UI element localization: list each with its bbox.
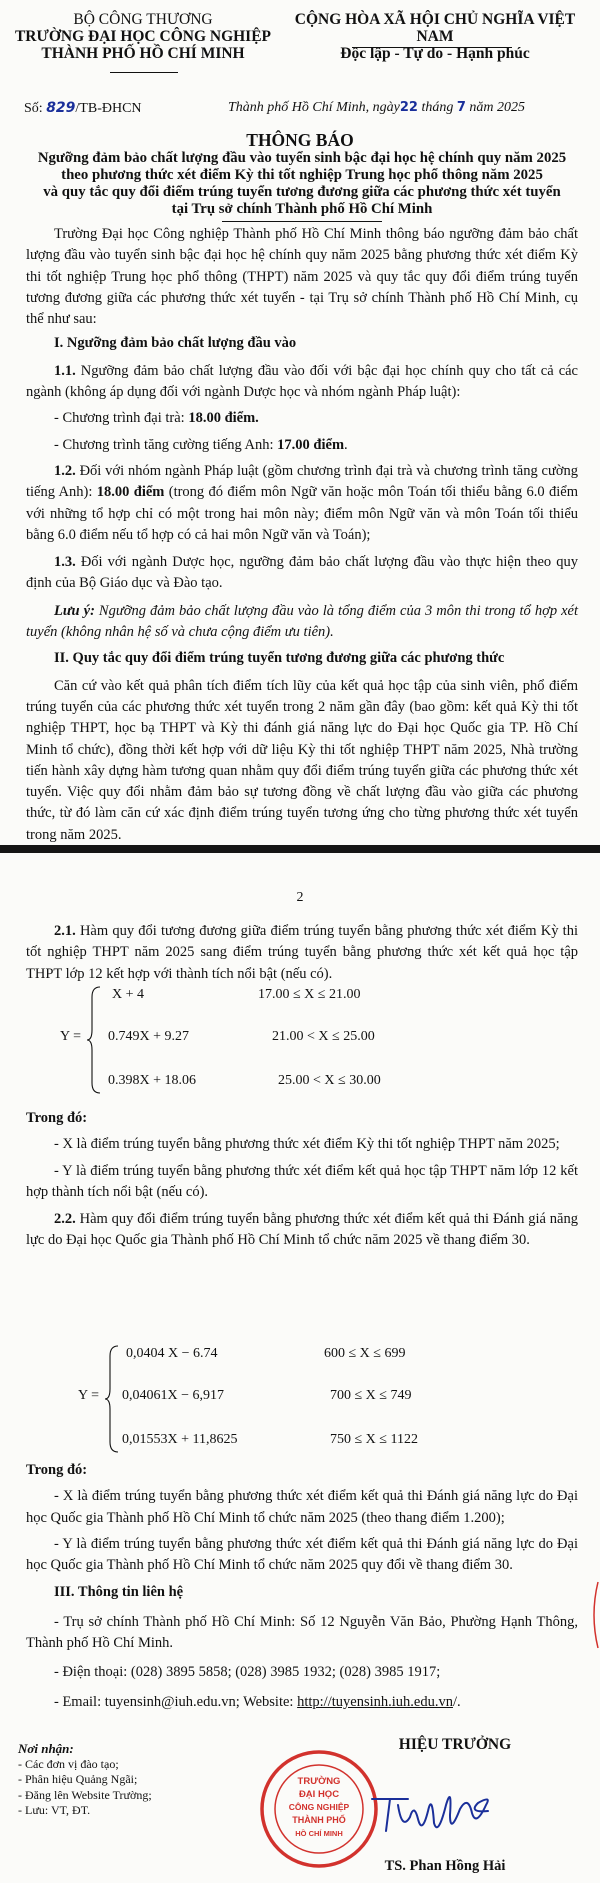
- document-date: [228, 100, 525, 116]
- clause-text: Ngưỡng đảm bảo chất lượng đầu vào đối với bậc đại học chính quy cho tất cả các ngành (không áp dụng đối với ngành Dược học và nhóm ngành Pháp luật):: [26, 362, 578, 401]
- email-end: /.: [452, 1693, 461, 1710]
- page-separator: [0, 845, 600, 853]
- contact-address: - Trụ sở chính Thành phố Hồ Chí Minh: Số 12 Nguyễn Văn Bảo, Phường Hạnh Thông, Thành phố Hồ Chí Minh.: [26, 1613, 578, 1652]
- university-name-line1: TRƯỜNG ĐẠI HỌC CÔNG NGHIỆP: [14, 28, 272, 45]
- national-block: [276, 11, 594, 62]
- stamp-line: TRƯỜNG: [297, 1776, 341, 1787]
- clause-number: 2.2.: [54, 1211, 76, 1228]
- bullet-end: .: [344, 436, 348, 453]
- recipient-item: - Các đơn vị đào tạo;: [18, 1756, 119, 1771]
- stamp-line: CÔNG NGHIỆP: [288, 1802, 350, 1812]
- document-title: THÔNG BÁO: [246, 130, 354, 150]
- clause-text: Đối với ngành Dược học, ngưỡng đảm bảo chất lượng đầu vào thực hiện theo quy định của Bộ Giáo dục và Đào tạo.: [26, 554, 578, 592]
- clause-2-1: [26, 921, 578, 985]
- formula-expr: 0.398X + 18.06: [108, 1073, 197, 1088]
- subtitle-line: Ngưỡng đảm bảo chất lượng đầu vào tuyển sinh bậc đại học hệ chính quy năm 2025: [37, 150, 567, 166]
- national-motto: Độc lập - Tự do - Hạnh phúc: [340, 45, 530, 62]
- formula-expr: X + 4: [112, 987, 145, 1002]
- note-paragraph: [26, 601, 578, 644]
- handwritten-signature: [368, 1765, 498, 1845]
- where-label: Trong đó:: [26, 1110, 88, 1126]
- document-subtitle: [22, 150, 582, 218]
- formula-2-2: [78, 1344, 558, 1454]
- issuer-underline: [110, 72, 178, 73]
- intro-paragraph: Trường Đại học Công nghiệp Thành phố Hồ Chí Minh thông báo ngưỡng đảm bảo chất lượng đầu vào tuyển sinh bậc đại học hệ chính quy năm 2025 bằng phương thức xét điểm Kỳ thi tốt nghiệp Trung học phổ thông (THPT) năm 2025 và quy tắc quy đổi điểm trúng tuyển tương đương giữa các phương thức xét tuyển - tại Trụ sở chính Thành phố Hồ Chí Minh, cụ thể như sau:: [26, 226, 578, 328]
- clause-number: 1.2.: [54, 462, 76, 479]
- where-x-definition: - X là điểm trúng tuyển bằng phương thức xét điểm kết quả thi Đánh giá năng lực do Đại học Quốc gia Thành phố Hồ Chí Minh tổ chức năm 2025 (theo thang điểm 1.200);: [26, 1488, 578, 1526]
- stamp-line: HỒ CHÍ MINH: [295, 1829, 343, 1838]
- section-2-paragraph: Căn cứ vào kết quả phân tích điểm tích lũy của kết quả học tập của sinh viên, phổ điểm trúng tuyển của các phương thức xét tuyển trong 2 năm gần đây (bao gồm: kết quả Kỳ thi tốt nghiệp THPT, học bạ THPT và Kỳ thi đánh giá năng lực do Đại học Quốc gia TP. Hồ Chí Minh tổ chức), đồng thời kết hợp với dữ liệu Kỳ thi tốt nghiệp THPT năm 2025, Nhà trường tiến hành xây dựng hàm tương quan nhằm quy đổi điểm trúng tuyển giữa các phương thức xét tuyển. Việc quy đổi nhằm đảm bảo sự tương đồng về chất lượng đầu vào giữa các phương thức, từ đó làm căn cứ xác định điểm trúng tuyển tương ứng cho từng phương thức xét tuyển trong năm 2025.: [26, 677, 578, 843]
- formula-expr: 0.749X + 9.27: [108, 1029, 190, 1044]
- bullet-text: - Chương trình tăng cường tiếng Anh:: [54, 436, 278, 453]
- issuer-block: [8, 11, 278, 62]
- bullet-value: 17.00 điểm: [277, 436, 345, 453]
- recipient-item: - Đăng lên Website Trường;: [18, 1787, 152, 1802]
- formula-expr: 0,0404 X − 6.74: [126, 1346, 218, 1361]
- formula-brace: [86, 985, 102, 1095]
- subtitle-underline: [222, 221, 382, 222]
- contact-phone: - Điện thoại: (028) 3895 5858; (028) 3985 1932; (028) 3985 1917;: [54, 1664, 441, 1681]
- recipients-title: Nơi nhận:: [18, 1741, 74, 1756]
- document-number: [24, 100, 142, 117]
- formula-condition: 750 ≤ X ≤ 1122: [330, 1432, 418, 1447]
- doc-no-label: Số:: [24, 101, 43, 116]
- where-y-definition: - Y là điểm trúng tuyển bằng phương thức xét điểm kết quả học tập THPT năm lớp 12 kết hợp thành tích nổi bật (nếu có).: [26, 1162, 578, 1200]
- recipients-block: [18, 1741, 152, 1819]
- clause-1-3: [26, 552, 578, 595]
- formula-condition: 600 ≤ X ≤ 699: [324, 1346, 406, 1361]
- doc-no-suffix: /TB-ĐHCN: [75, 101, 142, 116]
- clause-1-1: [26, 361, 578, 404]
- formula-condition: 21.00 < X ≤ 25.00: [272, 1029, 375, 1044]
- section-1-heading: I. Ngưỡng đảm bảo chất lượng đầu vào: [54, 335, 297, 352]
- page-number: 2: [296, 890, 304, 905]
- where-y-definition: - Y là điểm trúng tuyển bằng phương thức xét điểm kết quả thi Đánh giá năng lực do Đại học Quốc gia Thành phố Hồ Chí Minh tổ chức năm 2025 quy đổi về thang điểm 30.: [26, 1535, 578, 1574]
- ministry-name: BỘ CÔNG THƯƠNG: [73, 11, 213, 28]
- subtitle-line: tại Trụ sở chính Thành phố Hồ Chí Minh: [171, 201, 433, 217]
- formula-expr: 0,04061X − 6,917: [122, 1388, 225, 1403]
- date-suffix: năm 2025: [469, 100, 526, 115]
- formula-condition: 25.00 < X ≤ 30.00: [278, 1073, 381, 1088]
- email-text: - Email: tuyensinh@iuh.edu.vn; Website:: [54, 1693, 298, 1710]
- university-name-line2: THÀNH PHỐ HỒ CHÍ MINH: [41, 45, 245, 62]
- date-day: 22: [399, 100, 418, 115]
- recipient-item: - Lưu: VT, ĐT.: [18, 1803, 91, 1817]
- formula-condition: 700 ≤ X ≤ 749: [330, 1388, 412, 1403]
- section-2-heading: II. Quy tắc quy đổi điểm trúng tuyển tương đương giữa các phương thức: [54, 650, 505, 667]
- clause-text: Đối với nhóm ngành Pháp luật (gồm chương trình đại trà và chương trình tăng cường tiếng Anh):: [26, 462, 578, 501]
- formula-condition: 17.00 ≤ X ≤ 21.00: [258, 987, 361, 1002]
- subtitle-line: và quy tắc quy đổi điểm trúng tuyển tương đương giữa các phương thức xét tuyển: [43, 184, 561, 200]
- clause-text: Hàm quy đổi tương đương giữa điểm trúng tuyển bằng phương thức xét điểm Kỳ thi tốt nghiệp THPT năm 2025 sang điểm trúng tuyển bằng phương thức xét kết quả học tập THPT lớp 12 kết hợp với thành tích nổi bật (nếu có).: [26, 923, 578, 982]
- where-label: Trong đó:: [26, 1462, 88, 1478]
- where-2-1-block: [26, 1108, 578, 1252]
- doc-no-handwritten: 829: [46, 100, 76, 116]
- recipient-item: - Phân hiệu Quảng Ngãi;: [18, 1772, 138, 1786]
- clause-number: 2.1.: [54, 923, 76, 939]
- margin-stamp-fragment: [588, 1580, 600, 1650]
- clause-value: 18.00 điểm: [96, 484, 165, 501]
- where-x-definition: - X là điểm trúng tuyển bằng phương thức xét điểm Kỳ thi tốt nghiệp THPT năm 2025;: [54, 1136, 560, 1153]
- clause-text: (trong đó điểm môn Ngữ văn hoặc môn Toán tối thiểu bằng 6.0 điểm với những tổ hợp chỉ có một trong hai môn này; điểm môn Ngữ văn và môn Toán tối thiểu bằng 6.0 điểm nếu tổ hợp có cả hai môn Ngữ văn và Toán);: [26, 484, 579, 543]
- where-2-2-block: [26, 1460, 578, 1713]
- date-month: 7: [456, 100, 466, 115]
- note-text: Ngưỡng đảm bảo chất lượng đầu vào là tổng điểm của 3 môn thi trong tổ hợp xét tuyển (không nhân hệ số và chưa cộng điểm ưu tiên).: [26, 602, 579, 641]
- formula-expr: 0,01553X + 11,8625: [122, 1432, 238, 1447]
- date-mid: tháng: [421, 100, 454, 115]
- formula-lhs: Y =: [78, 1388, 99, 1403]
- clause-2-1-block: [26, 921, 578, 985]
- website-link[interactable]: http://tuyensinh.iuh.edu.vn: [297, 1693, 453, 1710]
- bullet-english-program: [26, 435, 578, 456]
- bullet-value: 18.00 điểm.: [188, 410, 259, 427]
- stamp-line: THÀNH PHỐ: [292, 1815, 346, 1825]
- date-prefix: Thành phố Hồ Chí Minh, ngày: [228, 100, 400, 115]
- contact-email: [26, 1692, 578, 1713]
- page-1-body: [26, 224, 578, 846]
- section-3-heading: III. Thông tin liên hệ: [54, 1584, 184, 1601]
- formula-2-1: [60, 985, 540, 1095]
- signer-name: TS. Phan Hồng Hải: [384, 1858, 506, 1874]
- motto-underline: [352, 47, 512, 48]
- note-label: Lưu ý:: [54, 602, 95, 619]
- clause-1-2: [26, 461, 578, 546]
- bullet-text: - Chương trình đại trà:: [54, 410, 189, 427]
- formula-lhs: Y =: [60, 1029, 81, 1044]
- stamp-line: ĐẠI HỌC: [298, 1789, 340, 1800]
- country-name: CỘNG HÒA XÃ HỘI CHỦ NGHĨA VIỆT NAM: [294, 11, 576, 45]
- clause-2-2: [26, 1209, 578, 1252]
- formula-brace: [104, 1344, 120, 1454]
- bullet-standard-program: [26, 408, 578, 429]
- signer-role: HIỆU TRƯỞNG: [398, 1736, 512, 1753]
- clause-number: 1.3.: [54, 554, 76, 571]
- official-stamp: [258, 1748, 380, 1870]
- clause-text: Hàm quy đổi điểm trúng tuyển bằng phương thức xét điểm kết quả thi Đánh giá năng lực do Đại học Quốc gia Thành phố Hồ Chí Minh tổ chức năm 2025 về thang điểm 30.: [26, 1211, 578, 1249]
- clause-number: 1.1.: [54, 362, 76, 379]
- subtitle-line: theo phương thức xét điểm Kỳ thi tốt nghiệp Trung học phổ thông năm 2025: [61, 167, 543, 183]
